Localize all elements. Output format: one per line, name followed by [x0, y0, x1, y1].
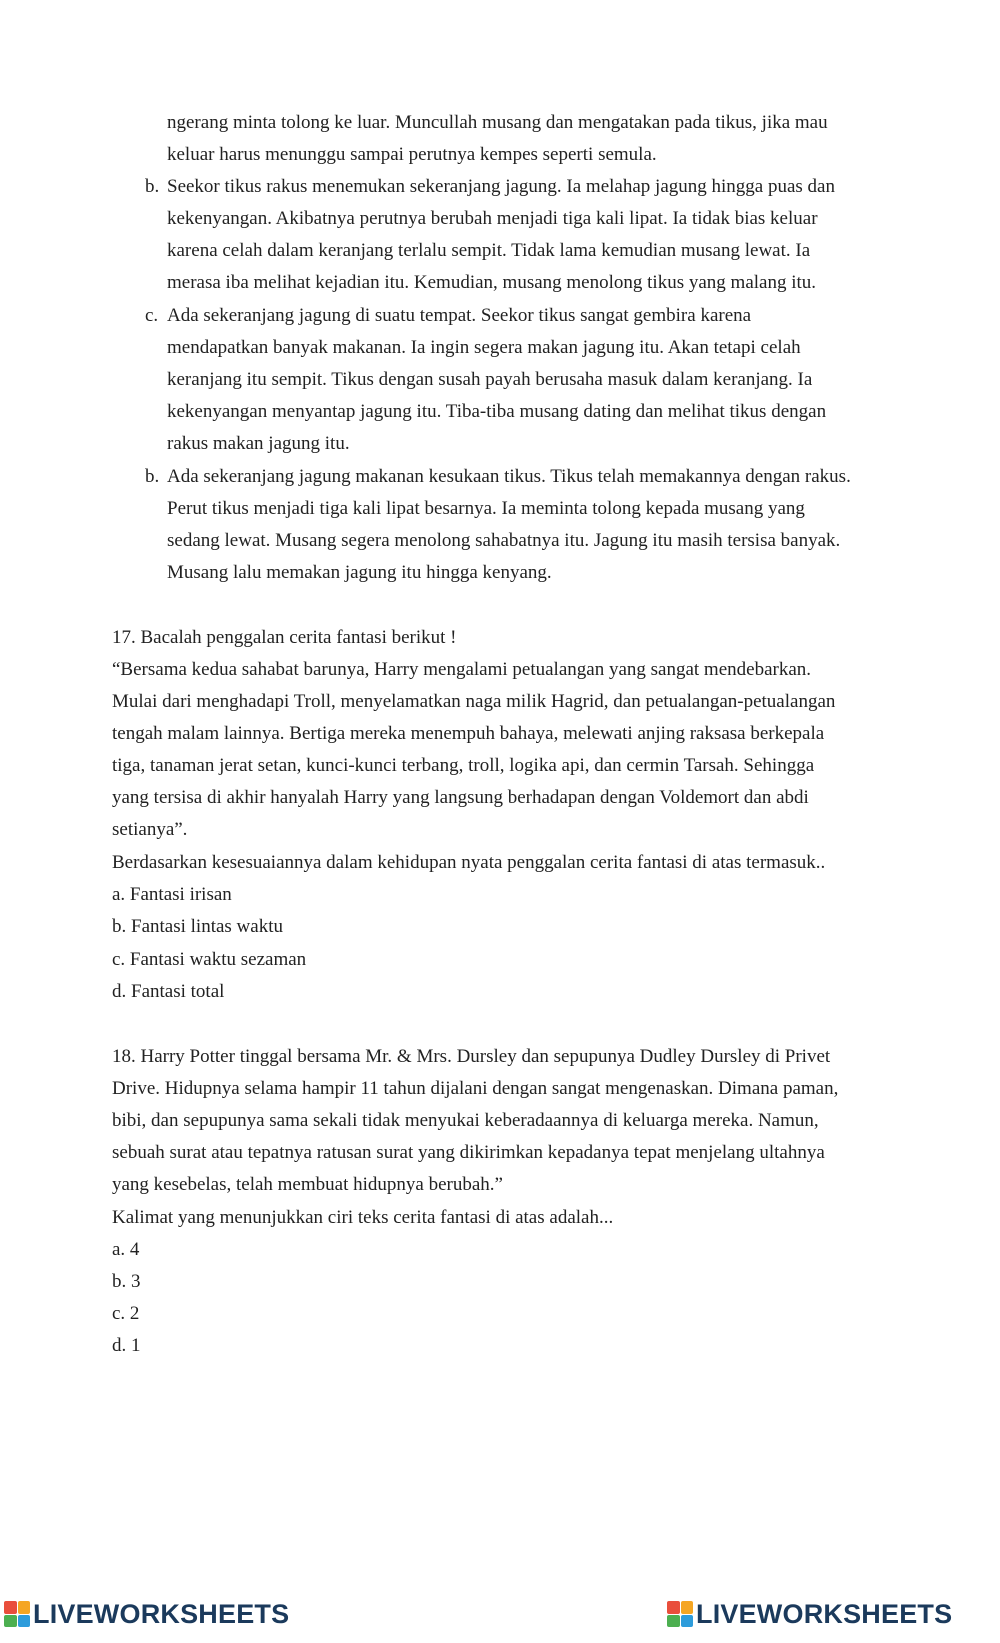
question-18-choice: c. 2 — [112, 1303, 140, 1324]
option-d-line: Musang lalu memakan jagung itu hingga kenyang. — [167, 562, 552, 583]
option-d-line: sedang lewat. Musang segera menolong sahabatnya itu. Jagung itu masih tersisa banyak. — [167, 530, 841, 551]
question-17-text: tiga, tanaman jerat setan, kunci-kunci terbang, troll, logika api, dan cermin Tarsah. Sehingga — [112, 755, 815, 776]
option-c-line: Ada sekeranjang jagung di suatu tempat. Seekor tikus sangat gembira karena — [167, 305, 752, 326]
option-label: c. — [145, 305, 159, 326]
option-b-line: kekenyangan. Akibatnya perutnya berubah menjadi tiga kali lipat. Ia tidak bias keluar — [167, 208, 818, 229]
option-d-line: Ada sekeranjang jagung makanan kesukaan tikus. Tikus telah memakannya dengan rakus. — [167, 466, 851, 487]
question-17-text: yang tersisa di akhir hanyalah Harry yang langsung berhadapan dengan Voldemort dan abdi — [112, 787, 809, 808]
option-c-line: keranjang itu sempit. Tikus dengan susah payah berusaha masuk dalam keranjang. Ia — [167, 369, 813, 390]
option-label: b. — [145, 176, 160, 197]
liveworksheets-logo-icon — [667, 1601, 693, 1627]
question-18-choice: d. 1 — [112, 1335, 141, 1356]
question-18-text: yang kesebelas, telah membuat hidupnya berubah.” — [112, 1174, 503, 1195]
option-b-line: Seekor tikus rakus menemukan sekeranjang jagung. Ia melahap jagung hingga puas dan — [167, 176, 835, 197]
question-18-title: 18. Harry Potter tinggal bersama Mr. & Mrs. Dursley dan sepupunya Dudley Dursley di Privet — [112, 1046, 831, 1067]
question-17-choice: b. Fantasi lintas waktu — [112, 916, 283, 937]
question-18-choice: a. 4 — [112, 1239, 140, 1260]
option-a-line: keluar harus menunggu sampai perutnya kempes seperti semula. — [167, 144, 657, 165]
option-c-line: mendapatkan banyak makanan. Ia ingin segera makan jagung itu. Akan tetapi celah — [167, 337, 801, 358]
question-17-choice: c. Fantasi waktu sezaman — [112, 949, 307, 970]
question-17-text: Mulai dari menghadapi Troll, menyelamatkan naga milik Hagrid, dan petualangan-petualangan — [112, 691, 836, 712]
logo-text: LIVEWORKSHEETS — [33, 1598, 290, 1629]
option-c-line: rakus makan jagung itu. — [167, 433, 350, 454]
question-17-text: setianya”. — [112, 819, 188, 840]
question-17-text: tengah malam lainnya. Bertiga mereka menempuh bahaya, melewati anjing raksasa berkepala — [112, 723, 825, 744]
option-a-line: ngerang minta tolong ke luar. Muncullah musang dan mengatakan pada tikus, jika mau — [167, 112, 828, 133]
option-b-line: karena celah dalam keranjang terlalu sempit. Tidak lama kemudian musang lewat. Ia — [167, 240, 811, 261]
question-18-prompt: Kalimat yang menunjukkan ciri teks cerita fantasi di atas adalah... — [112, 1207, 614, 1228]
liveworksheets-logo-right[interactable] — [667, 1596, 952, 1632]
option-d-line: Perut tikus menjadi tiga kali lipat besarnya. Ia meminta tolong kepada musang yang — [167, 498, 805, 519]
question-18-choice: b. 3 — [112, 1271, 141, 1292]
logo-text: LIVEWORKSHEETS — [696, 1598, 953, 1629]
question-17-choice: a. Fantasi irisan — [112, 884, 232, 905]
liveworksheets-logo-icon — [4, 1601, 30, 1627]
option-b-line: merasa iba melihat kejadian itu. Kemudian, musang menolong tikus yang malang itu. — [167, 272, 817, 293]
question-18-text: bibi, dan sepupunya sama sekali tidak menyukai keberadaannya di keluarga mereka. Namun, — [112, 1110, 819, 1131]
liveworksheets-logo-left[interactable] — [4, 1596, 289, 1632]
question-17-text: “Bersama kedua sahabat barunya, Harry mengalami petualangan yang sangat mendebarkan. — [112, 659, 812, 680]
option-c-line: kekenyangan menyantap jagung itu. Tiba-tiba musang dating dan melihat tikus dengan — [167, 401, 827, 422]
question-18-text: Drive. Hidupnya selama hampir 11 tahun dijalani dengan sangat mengenaskan. Dimana paman, — [112, 1078, 839, 1099]
question-18-text: sebuah surat atau tepatnya ratusan surat yang dikirimkan kepadanya tepat menjelang ultahnya — [112, 1142, 825, 1163]
question-17-choice: d. Fantasi total — [112, 981, 225, 1002]
option-label: b. — [145, 466, 160, 487]
question-17-title: 17. Bacalah penggalan cerita fantasi berikut ! — [112, 627, 457, 648]
question-17-prompt: Berdasarkan kesesuaiannya dalam kehidupan nyata penggalan cerita fantasi di atas termasuk.. — [112, 852, 826, 873]
